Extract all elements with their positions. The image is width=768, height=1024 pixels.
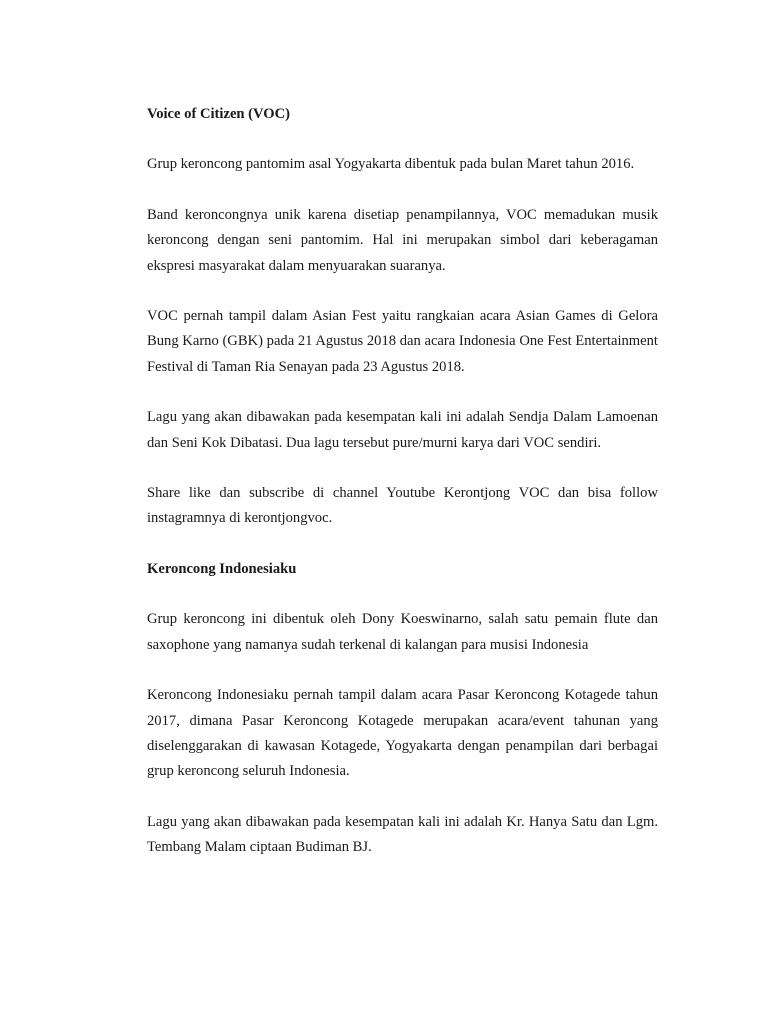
paragraph: Keroncong Indonesiaku pernah tampil dalam acara Pasar Keroncong Kotagede tahun 2017, dimana Pasar Keroncong Kotagede merupakan acara/event tahunan yang diselenggarakan di kawasan Kotagede, Yogyakarta dengan penampilan dari berbagai grup keroncong seluruh Indonesia. (147, 687, 658, 780)
paragraph: Grup keroncong ini dibentuk oleh Dony Koeswinarno, salah satu pemain flute dan saxophone yang namanya sudah terkenal di kalangan para musisi Indonesia (147, 611, 658, 653)
section-voc (147, 102, 658, 532)
paragraph: Lagu yang akan dibawakan pada kesempatan kali ini adalah Sendja Dalam Lamoenan dan Seni Kok Dibatasi. Dua lagu tersebut pure/murni karya dari VOC sendiri. (147, 409, 658, 451)
paragraph: VOC pernah tampil dalam Asian Fest yaitu rangkaian acara Asian Games di Gelora Bung Karno (GBK) pada 21 Agustus 2018 dan acara Indonesia One Fest Entertainment Festival di Taman Ria Senayan pada 23 Agustus 2018. (147, 308, 658, 375)
paragraph: Grup keroncong pantomim asal Yogyakarta dibentuk pada bulan Maret tahun 2016. (147, 156, 635, 173)
paragraph: Lagu yang akan dibawakan pada kesempatan kali ini adalah Kr. Hanya Satu dan Lgm. Tembang Malam ciptaan Budiman BJ. (147, 813, 658, 856)
section-keroncong-indonesiaku (147, 557, 658, 861)
section-heading: Keroncong Indonesiaku (147, 560, 297, 577)
paragraph: Share like dan subscribe di channel Youtube Kerontjong VOC dan bisa follow instagramnya di kerontjongvoc. (147, 485, 658, 527)
document-body (147, 102, 658, 886)
section-heading: Voice of Citizen (VOC) (147, 106, 291, 122)
paragraph: Band keroncongnya unik karena disetiap penampilannya, VOC memadukan musik keroncong dengan seni pantomim. Hal ini merupakan simbol dari keberagaman ekspresi masyarakat dalam menyuarakan suaranya. (147, 206, 658, 274)
